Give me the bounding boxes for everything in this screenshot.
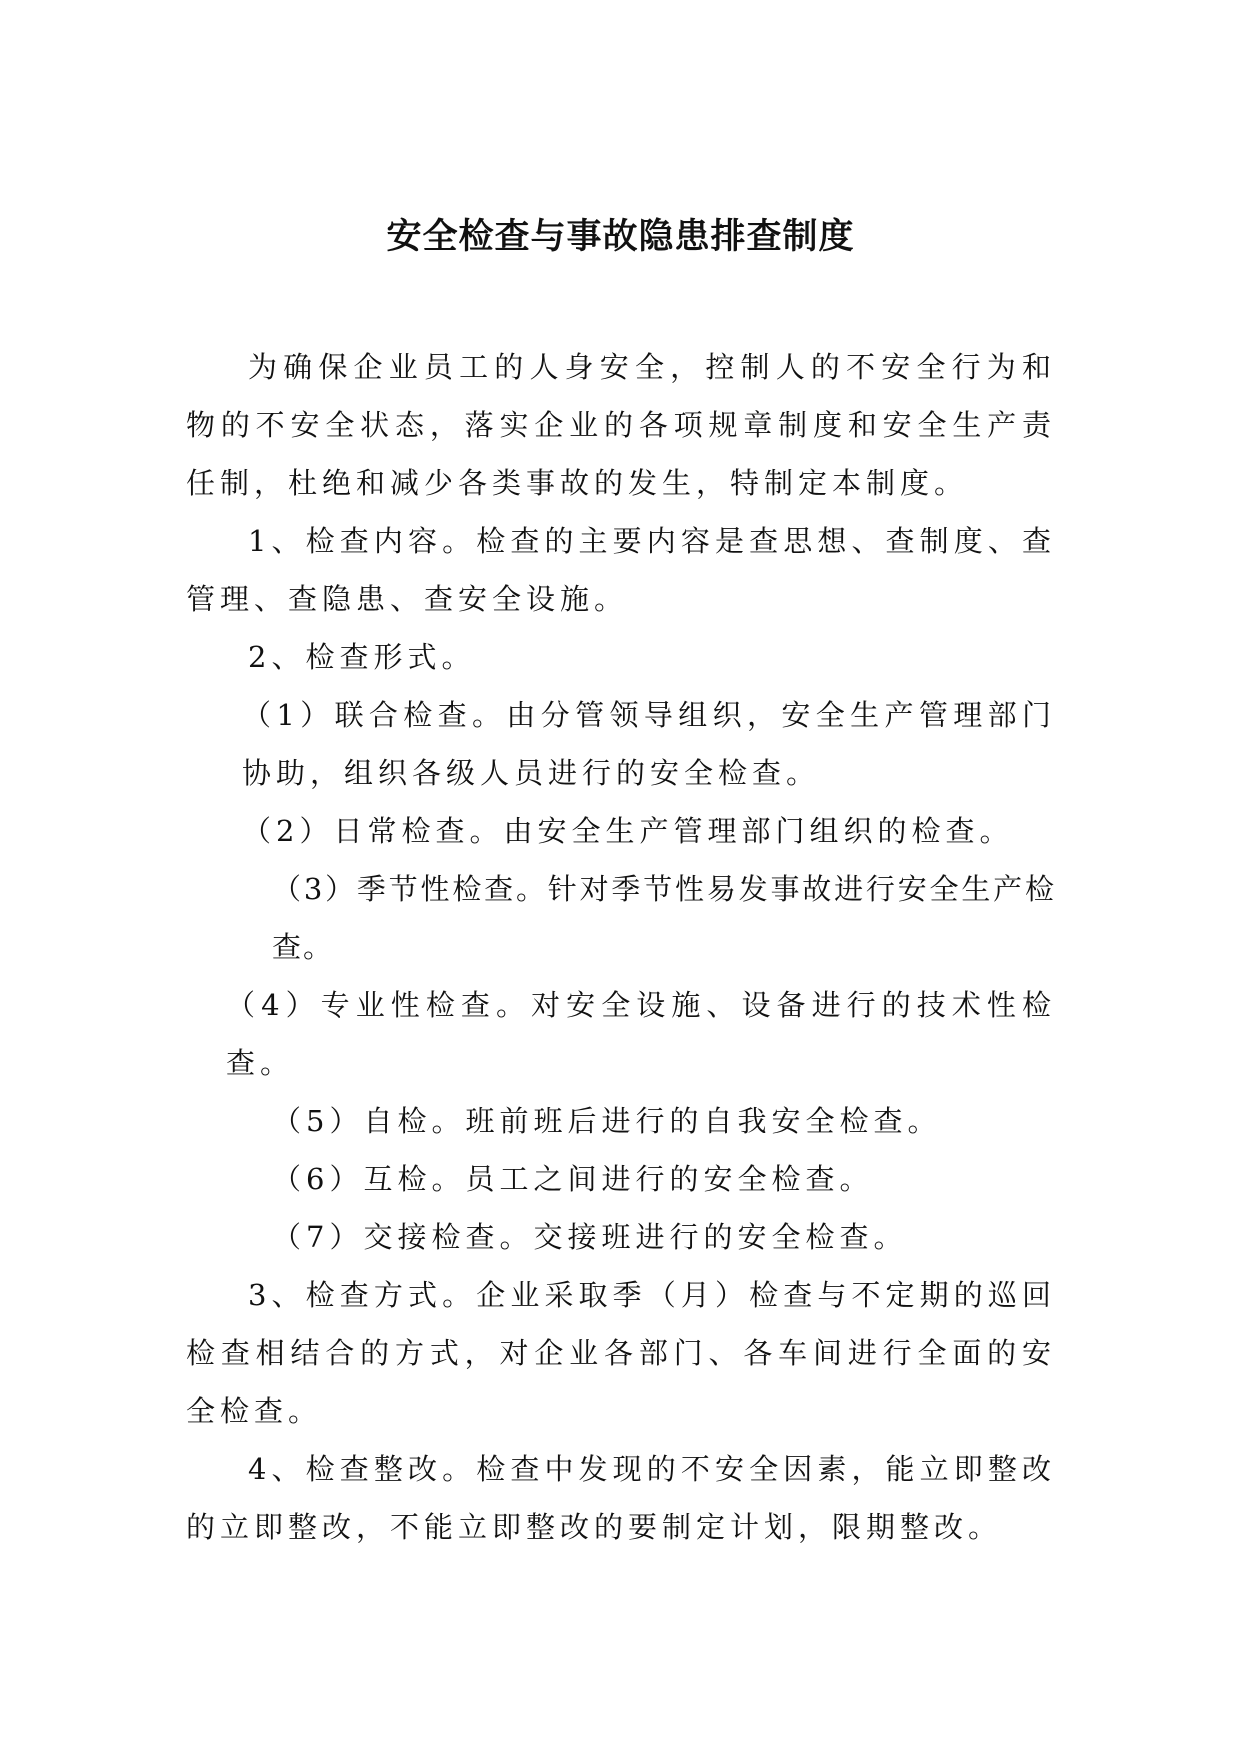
intro-paragraph: 为确保企业员工的人身安全，控制人的不安全行为和物的不安全状态，落实企业的各项规章制度和安全生产责任制，杜绝和减少各类事故的发生，特制定本制度。 (186, 350, 1056, 500)
check-content-paragraph: 1、检查内容。检查的主要内容是查思想、查制度、查管理、查隐患、查安全设施。 (186, 524, 1056, 616)
list-item-professional-check: （4）专业性检查。对安全设施、设备进行的技术性检查。 (226, 988, 1056, 1080)
list-item-mutual-check: （6）互检。员工之间进行的安全检查。 (272, 1162, 874, 1196)
document-body (186, 338, 1056, 1556)
check-form-paragraph: 2、检查形式。 (248, 640, 476, 674)
list-item-handover-check: （7）交接检查。交接班进行的安全检查。 (272, 1220, 908, 1254)
list-item-self-check: （5）自检。班前班后进行的自我安全检查。 (272, 1104, 942, 1138)
list-item-joint-check: （1）联合检查。由分管领导组织，安全生产管理部门协助，组织各级人员进行的安全检查。 (242, 698, 1056, 790)
list-item-seasonal-check: （3）季节性检查。针对季节性易发事故进行安全生产检查。 (272, 872, 1056, 964)
list-item-daily-check: （2）日常检查。由安全生产管理部门组织的检查。 (242, 814, 1014, 848)
document-title: 安全检查与事故隐患排查制度 (386, 217, 855, 257)
check-rectification-paragraph: 4、检查整改。检查中发现的不安全因素，能立即整改的立即整改，不能立即整改的要制定计划，限期整改。 (186, 1452, 1056, 1544)
check-method-paragraph: 3、检查方式。企业采取季（月）检查与不定期的巡回检查相结合的方式，对企业各部门、各车间进行全面的安全检查。 (186, 1278, 1056, 1428)
